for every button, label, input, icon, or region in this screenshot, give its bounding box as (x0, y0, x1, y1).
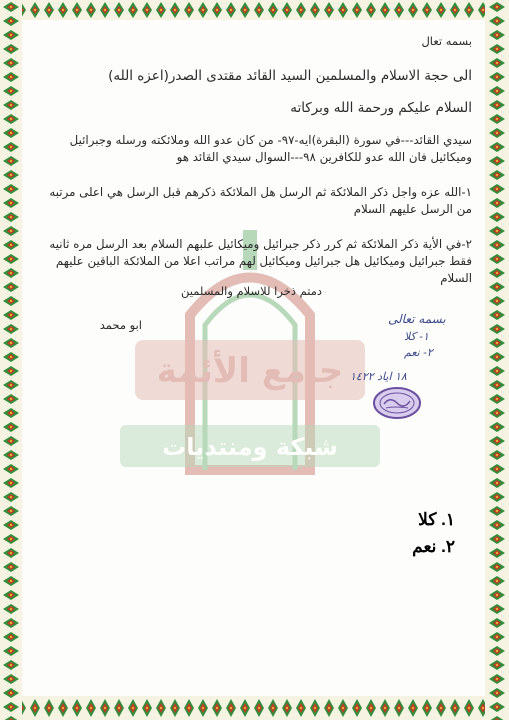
letter-question-2: ٢-في الأية ذكر الملائكة ثم كرر ذكر جبرائيل وميكائيل علبهم السلام بعد الرسل مره ثانيه فقط جبرائيل وميكائيل هل جبرائيل وميكائيل لهم مراتب اعلا من الملائكة الباقين عليهم السلام (49, 237, 472, 285)
answer-1: ١. كلا (418, 510, 455, 529)
letter-recipient: الى حجة الاسلام والمسلمين السيد القائد مقتدى الصدر(اعزه الله) (108, 68, 472, 84)
reply-date: ١٨ اياد ١٤٢٢ (350, 370, 407, 383)
watermark-title: جامع الأئمة (156, 351, 344, 391)
watermark-subtitle: شبكة ومنتديات (162, 433, 338, 461)
letter-intro: سيدي القائد---في سورة (البقرة)ايه-٩٧- من كان عدو الله وملائكته ورسله وجبرائيل وميكائيل فان الله عدو للكافرين ٩٨---السوال سيدي القائد هو (69, 133, 472, 164)
letter-question-1: ١-الله عزه واجل ذكر الملائكة ثم الرسل هل الملائكة ذكرهم قبل الرسل هي اعلى مرتبه من الرسل عليهم السلام (49, 185, 472, 216)
answer-2: ٢. نعم (412, 537, 455, 556)
seal-stamp (372, 386, 422, 420)
reply-heading: بسمه تعالى (388, 312, 446, 326)
letter-greeting: السلام عليكم ورحمة الله وبركاته (290, 100, 472, 116)
letter-closing: دمتم ذخرا للاسلام والمسلمين (181, 284, 322, 298)
decorative-border-left (0, 0, 22, 720)
decorative-border-top (0, 0, 509, 20)
reply-item-1: ١- كلا (404, 330, 429, 343)
reply-item-2: ٢- نعم (404, 346, 433, 359)
decorative-border-bottom (0, 696, 509, 720)
letter-signature: ابو محمد (99, 318, 142, 332)
decorative-border-right (485, 0, 509, 720)
letter-opening: بسمه تعال (421, 34, 472, 48)
